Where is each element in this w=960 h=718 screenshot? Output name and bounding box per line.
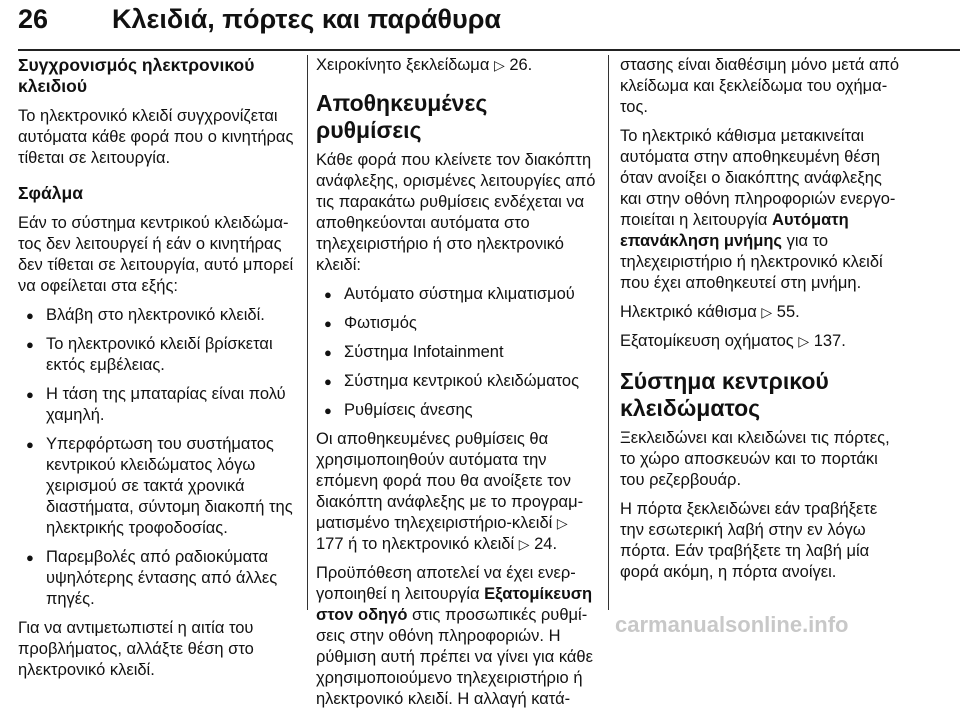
column-1 (18, 55, 300, 689)
chapter-title: Κλειδιά, πόρτες και παράθυρα (112, 4, 502, 34)
list-item: ● Το ηλεκτρονικό κλειδί βρίσκεται εκτός εμβέλειας. (18, 334, 300, 376)
central-locking-text: Ξεκλειδώνει και κλειδώνει τις πόρτες, το χώρο αποσκευών και το πορτάκι του ρεζερβουάρ. (620, 429, 890, 489)
central-locking-heading: Σύστημα κεντρικού κλειδώματος (620, 368, 829, 421)
list-item: ● Η τάση της μπαταρίας είναι πολύ χαμηλή. (18, 384, 300, 426)
column-divider-2 (608, 55, 609, 610)
header-rule (18, 49, 960, 51)
list-item: ● Αυτόματο σύστημα κλιματισμού (316, 284, 598, 305)
causes-list (18, 305, 300, 610)
list-item: ● Φωτισμός (316, 313, 598, 334)
list-item: ● Υπερφόρτωση του συστήματος κεντρικού κλειδώματος λόγω χειρισμού σε τακτά χρονικά διαστήματα, σύντομη διακοπή της ηλεκτρικής τροφοδοσίας. (18, 434, 300, 539)
page-ref-link[interactable]: 26. (509, 56, 533, 74)
customisation-ref: Εξατομίκευση οχήματος ▷ 137. (620, 332, 846, 350)
sync-text: Το ηλεκτρονικό κλειδί συγχρονίζεται αυτόματα κάθε φορά που ο κινητήρας τίθεται σε λειτουργία. (18, 107, 294, 167)
fault-text: Εάν το σύστημα κεντρικού κλειδώματος δεν λειτουργεί ή εάν ο κινητήρας δεν τίθεται σε λειτουργία, αυτό μπορεί να οφείλεται στα εξής: (18, 214, 294, 295)
page-ref-link[interactable]: 24. (534, 535, 558, 553)
sync-heading: Συγχρονισμός ηλεκτρονικού κλειδιού (18, 55, 255, 96)
list-item: ● Σύστημα κεντρικού κλειδώματος (316, 371, 598, 392)
menu-term: Αυτόματη επανάκληση μνήμης (620, 211, 849, 250)
seat-ref: Ηλεκτρικό κάθισμα ▷ 55. (620, 303, 800, 321)
page-number: 26 (18, 4, 49, 34)
page-ref-icon: ▷ (798, 333, 810, 349)
door-text: Η πόρτα ξεκλειδώνει εάν τραβήξετε την εσωτερική λαβή στην εν λόγω πόρτα. Εάν τραβήξετε τη λαβή μία φορά ακόμη, η πόρτα ανοίγει. (620, 500, 878, 581)
remedy-text: Για να αντιμετωπιστεί η αιτία του προβλήματος, αλλάξτε θέση στο ηλεκτρονικό κλειδί. (18, 619, 254, 679)
list-item: ● Σύστημα Infotainment (316, 342, 598, 363)
list-item: ● Ρυθμίσεις άνεσης (316, 400, 598, 421)
page-ref-icon: ▷ (518, 536, 530, 552)
saved-settings-text: Κάθε φορά που κλείνετε τον διακόπτη ανάφλεξης, ορισμένες λειτουργίες από τις παρακάτω ρυθμίσεις ενδέχεται να αποθηκεύονται αυτόματα στο τηλεχειριστήριο ή στο ηλεκτρονικό κλειδί: (316, 151, 596, 274)
list-item: ● Βλάβη στο ηλεκτρονικό κλειδί. (18, 305, 300, 326)
settings-list (316, 284, 598, 421)
continued-text: στασης είναι διαθέσιμη μόνο μετά από κλείδωμα και ξεκλείδωμα του οχήματος. (620, 56, 900, 116)
page-ref-link[interactable]: 137. (813, 332, 846, 350)
seat-text: Το ηλεκτρικό κάθισμα μετακινείται αυτόματα στην αποθηκευμένη θέση όταν ανοίξει ο διακόπτης ανάφλεξης και στην οθόνη πληροφοριών ενεργοποιείται η λειτουργία Αυτόματη επανάκληση μνήμης για το τηλεχειριστήριο ή ηλεκτρονικό κλειδί που έχει αποθηκευτεί στη μνήμη. (620, 127, 896, 292)
page-ref-icon: ▷ (493, 57, 505, 73)
manual-unlock-ref: Χειροκίνητο ξεκλείδωμα ▷ 26. (316, 56, 533, 74)
page-ref-link[interactable]: 177 (316, 535, 344, 553)
list-item: ● Παρεμβολές από ραδιοκύματα υψηλότερης έντασης από άλλες πηγές. (18, 547, 300, 610)
usage-text: Οι αποθηκευμένες ρυθμίσεις θα χρησιμοποιηθούν αυτόματα την επόμενη φορά που θα ανοίξετε τον διακόπτη ανάφλεξης με το προγραμματισμένο τηλεχειριστήριο-κλειδί ▷ 177 ή το ηλεκτρονικό κλειδί ▷ 24. (316, 430, 584, 553)
column-2 (316, 55, 598, 718)
prerequisite-text: Προϋπόθεση αποτελεί να έχει ενεργοποιηθεί η λειτουργία Εξατομίκευση στον οδηγό στις προσωπικές ρυθμίσεις στην οθόνη πληροφοριών. Η ρύθμιση αυτή πρέπει να γίνει για κάθε χρησιμοποιούμενο τηλεχειριστήριο ή ηλεκτρονικό κλειδί. Η αλλαγή κατά- (316, 564, 593, 708)
column-divider-1 (307, 55, 308, 610)
page-ref-link[interactable]: 55. (776, 303, 800, 321)
column-3 (620, 55, 902, 591)
page-ref-icon: ▷ (556, 515, 568, 531)
fault-heading: Σφάλμα (18, 183, 83, 203)
saved-settings-heading: Αποθηκευμένες ρυθμίσεις (316, 90, 488, 143)
menu-term: Εξατομίκευση στον οδηγό (316, 585, 593, 624)
page-ref-icon: ▷ (761, 304, 773, 320)
watermark: carmanualsonline.info (615, 612, 849, 637)
